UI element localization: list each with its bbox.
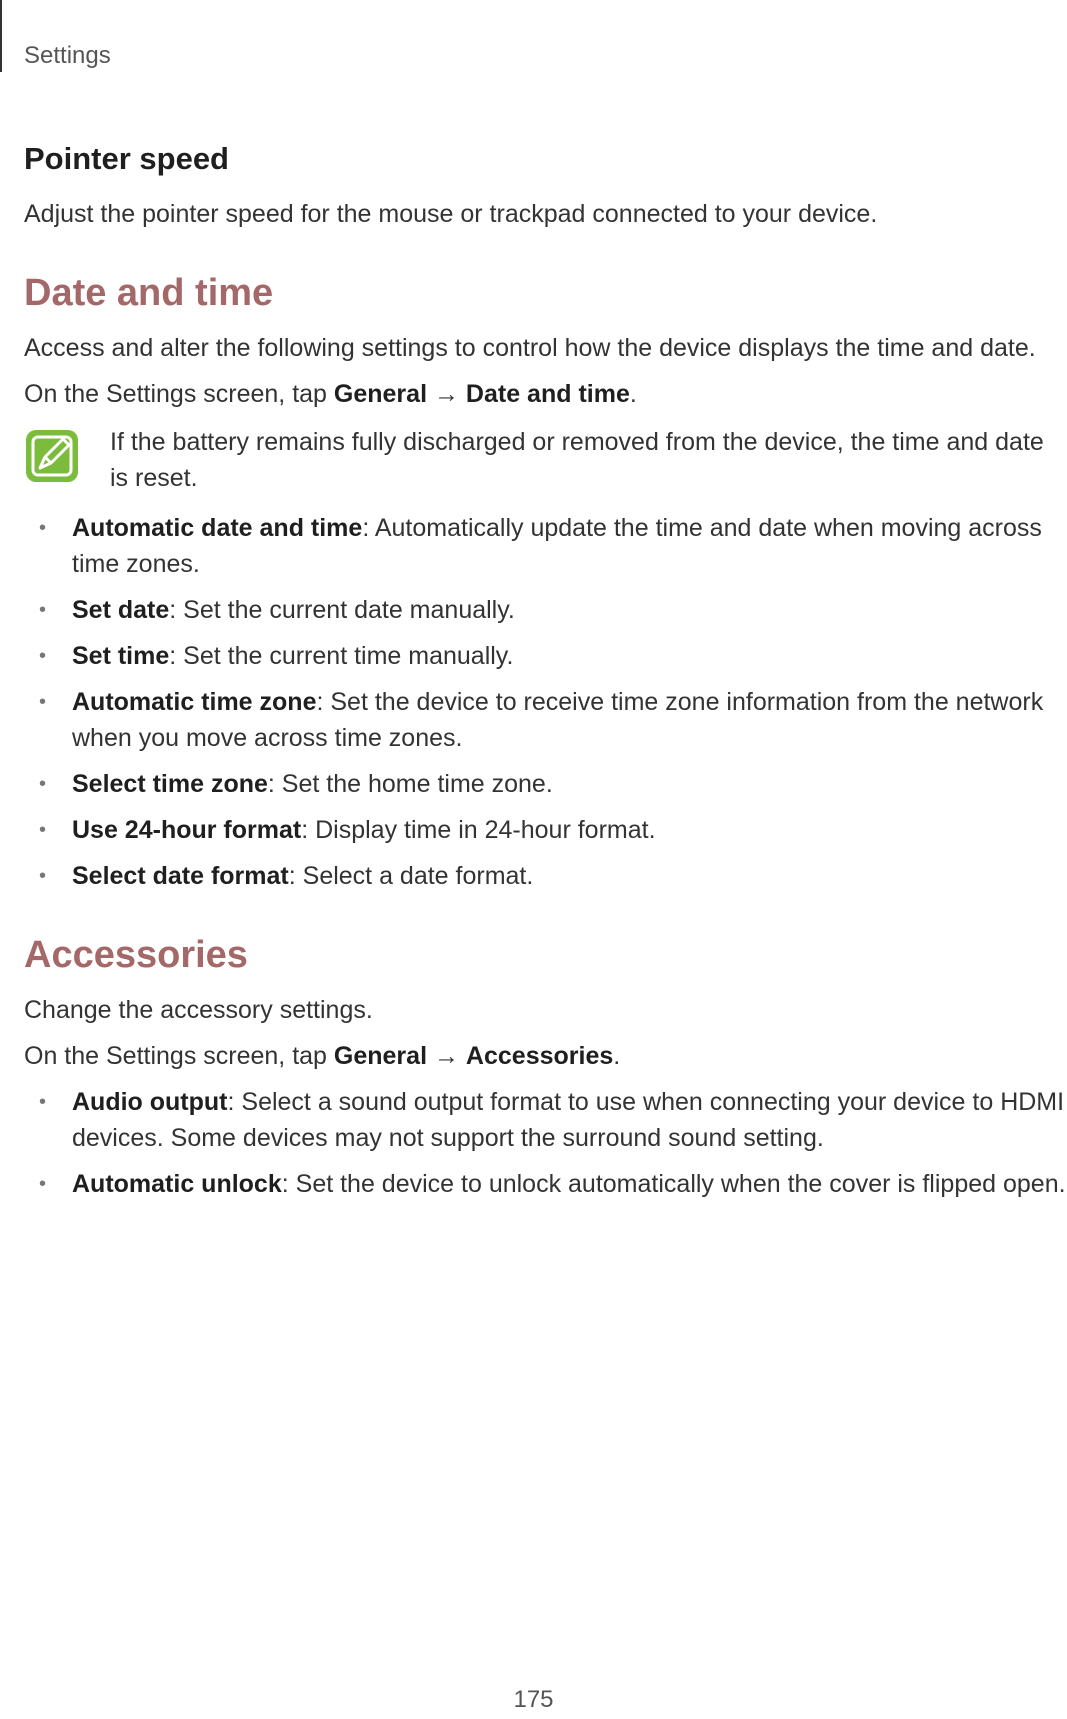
nav-suffix: . [613, 1042, 621, 1070]
list-item [24, 684, 1067, 756]
list-item [24, 1166, 1067, 1202]
list-item [24, 1084, 1067, 1156]
option-desc: : Set the device to receive time zone information from the network when you move across time zones. [72, 688, 1044, 752]
option-term: Automatic unlock [72, 1170, 282, 1198]
bullet-glyph: • [39, 819, 47, 841]
option-desc: : Automatically update the time and date when moving across time zones. [72, 514, 1042, 578]
option-desc: : Select a sound output format to use when connecting your device to HDMI devices. Some devices may not support the surround sound setting. [72, 1088, 1065, 1152]
accessories-options [24, 1084, 1064, 1202]
note-box [24, 424, 1064, 496]
bullet-glyph: • [39, 691, 47, 713]
option-desc: : Set the home time zone. [267, 770, 553, 798]
nav-suffix: . [629, 380, 637, 408]
option-desc: : Select a date format. [288, 862, 534, 890]
nav-step-general: General [333, 1042, 428, 1070]
option-term: Automatic date and time [72, 514, 363, 542]
option-desc: : Set the device to unlock automatically when the cover is flipped open. [281, 1170, 1066, 1198]
accessories-intro: Change the accessory settings. [24, 996, 373, 1024]
date-and-time-heading: Date and time [24, 272, 274, 314]
list-item [24, 812, 1067, 848]
option-term: Set date [72, 596, 170, 624]
header-rule [0, 0, 2, 72]
nav-step-accessories: Accessories [465, 1042, 614, 1070]
option-term: Select date format [72, 862, 289, 890]
bullet-glyph: • [39, 1173, 47, 1195]
list-item [24, 638, 1067, 674]
option-desc: : Set the current date manually. [169, 596, 515, 624]
pointer-speed-heading: Pointer speed [24, 141, 229, 176]
bullet-glyph: • [39, 599, 47, 621]
nav-prefix: On the Settings screen, tap [24, 380, 334, 408]
accessories-nav-path [24, 1038, 1064, 1074]
option-desc: : Set the current time manually. [169, 642, 514, 670]
bullet-glyph: • [39, 773, 47, 795]
note-pencil-icon [24, 428, 80, 484]
pointer-speed-description: Adjust the pointer speed for the mouse or trackpad connected to your device. [24, 200, 878, 228]
bullet-glyph: • [39, 865, 47, 887]
list-item [24, 510, 1067, 582]
option-term: Use 24-hour format [72, 816, 302, 844]
option-term: Select time zone [72, 770, 268, 798]
list-item [24, 592, 1067, 628]
note-text: If the battery remains fully discharged or removed from the device, the time and date is reset. [110, 428, 1044, 492]
nav-arrow: → [427, 1042, 466, 1070]
list-item [24, 766, 1067, 802]
date-and-time-options [24, 510, 1064, 894]
option-term: Audio output [72, 1088, 228, 1116]
nav-prefix: On the Settings screen, tap [24, 1042, 334, 1070]
nav-arrow: → [427, 380, 466, 408]
nav-step-general: General [333, 380, 428, 408]
list-item [24, 858, 1067, 894]
date-and-time-intro: Access and alter the following settings to control how the device displays the time and date. [24, 334, 1036, 362]
option-term: Automatic time zone [72, 688, 317, 716]
option-desc: : Display time in 24-hour format. [301, 816, 656, 844]
nav-step-date-and-time: Date and time [465, 380, 630, 408]
date-and-time-nav-path [24, 376, 1064, 412]
option-term: Set time [72, 642, 170, 670]
accessories-heading: Accessories [24, 934, 248, 976]
page-content [24, 140, 1064, 1212]
bullet-glyph: • [39, 645, 47, 667]
page-number: 175 [513, 1686, 554, 1713]
bullet-glyph: • [39, 517, 47, 539]
bullet-glyph: • [39, 1091, 47, 1113]
running-header: Settings [24, 42, 111, 69]
